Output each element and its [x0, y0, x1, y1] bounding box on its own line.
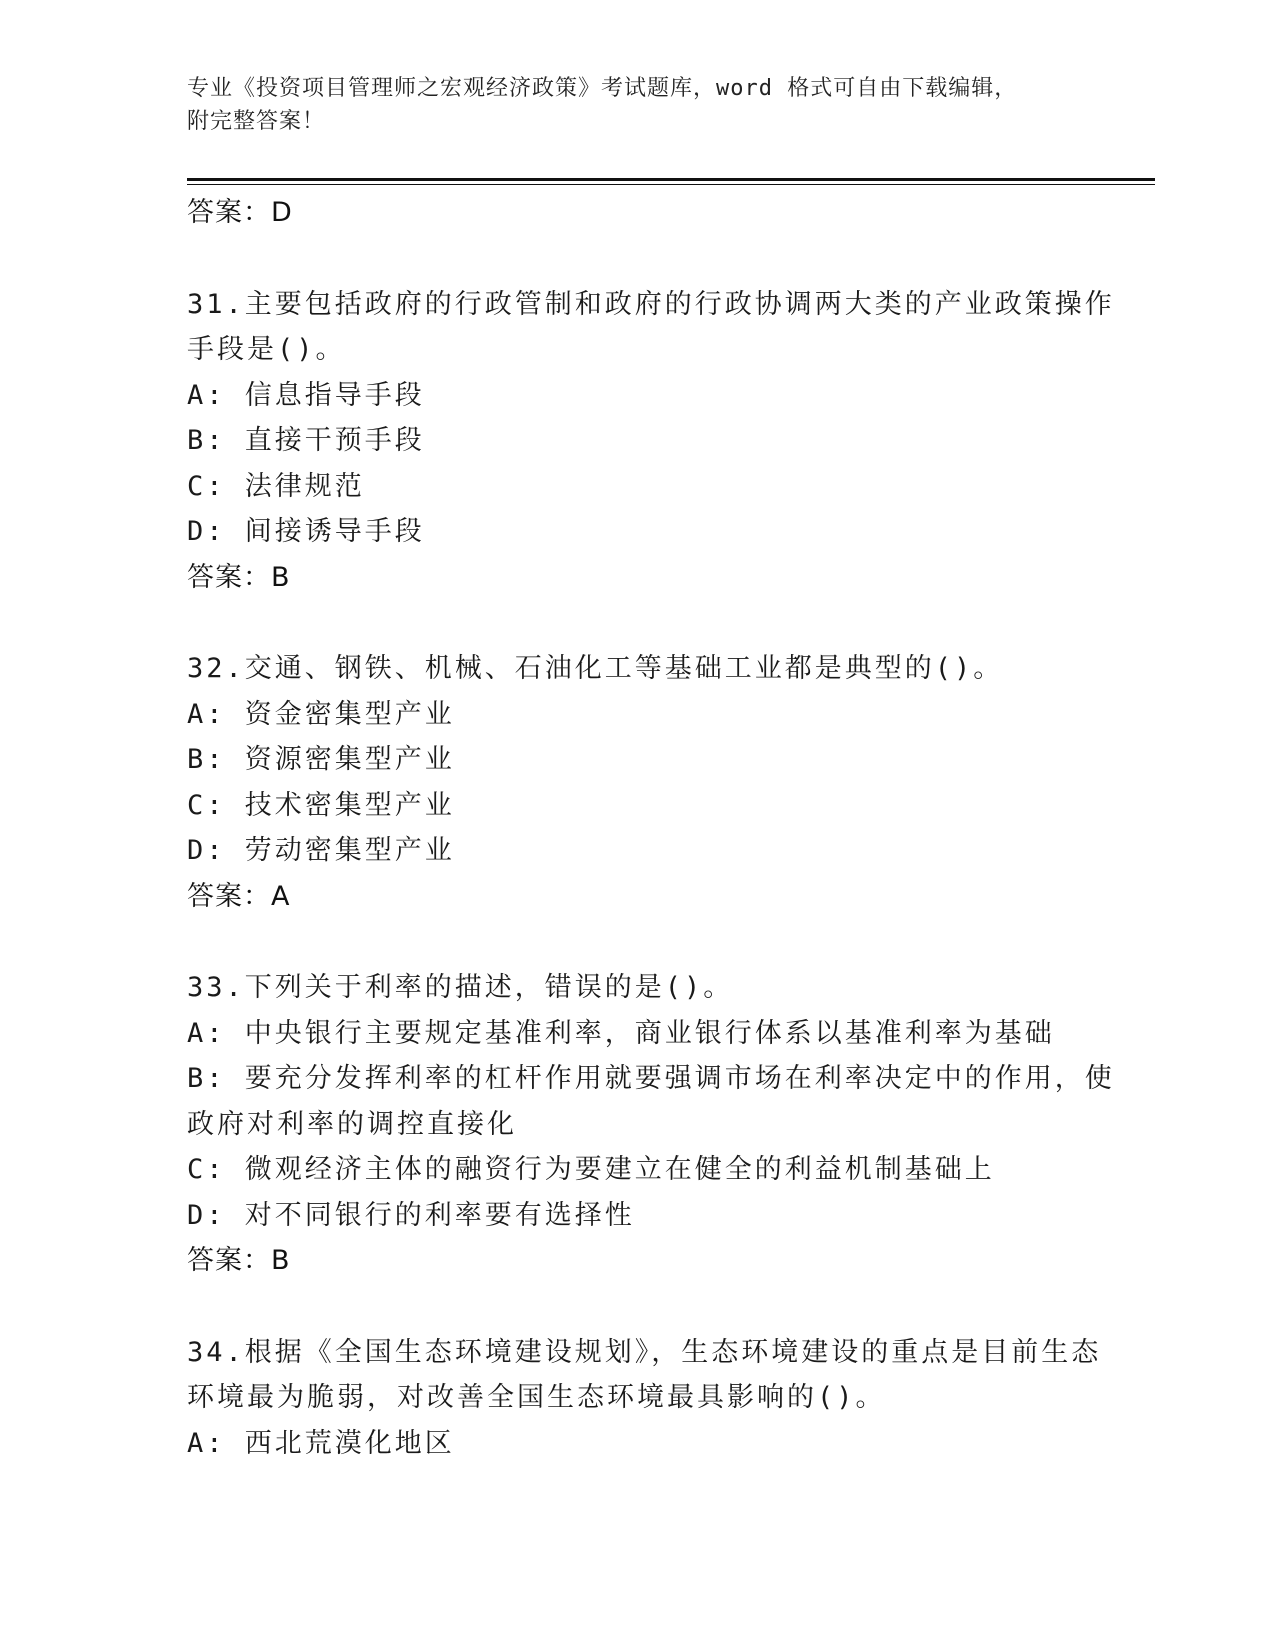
option-c: C: 微观经济主体的融资行为要建立在健全的利益机制基础上 [187, 1154, 995, 1185]
answer-line: 答案：B [187, 1245, 291, 1276]
option-b: B: 资源密集型产业 [187, 744, 455, 775]
question-stem-line: 31.主要包括政府的行政管制和政府的行政协调两大类的产业政策操作 [187, 288, 1115, 320]
answer-line: 答案：A [187, 880, 291, 912]
spacer [187, 919, 1087, 965]
option-a: A: 西北荒漠化地区 [187, 1427, 455, 1459]
option-b: B: 直接干预手段 [187, 425, 425, 456]
question-stem-line: 环境最为脆弱，对改善全国生态环境最具影响的()。 [187, 1382, 886, 1413]
option-b: B: 要充分发挥利率的杠杆作用就要强调市场在利率决定中的作用，使 [187, 1063, 1115, 1094]
option-a: A: 资金密集型产业 [187, 698, 455, 730]
option-d: D: 间接诱导手段 [187, 516, 425, 547]
header-line-2: 附完整答案！ [187, 109, 326, 134]
option-c: C: 技术密集型产业 [187, 789, 455, 821]
option-d: D: 对不同银行的利率要有选择性 [187, 1199, 635, 1231]
question-stem-line: 手段是()。 [187, 334, 346, 365]
question-stem-line: 32.交通、钢铁、机械、石油化工等基础工业都是典型的()。 [187, 653, 1004, 684]
header-line-1: 专业《投资项目管理师之宏观经济政策》考试题库，word 格式可自由下载编辑， [187, 76, 1018, 101]
option-b-continued: 政府对利率的调控直接化 [187, 1108, 517, 1140]
document-header [187, 72, 1087, 138]
answer-line: 答案：B [187, 561, 291, 593]
answer-line: 答案：D [187, 197, 293, 228]
option-d: D: 劳动密集型产业 [187, 835, 455, 866]
header-rule-thin [187, 184, 1155, 185]
question-block [187, 1330, 1102, 1467]
question-block [187, 965, 1115, 1284]
question-block [187, 646, 1087, 919]
header-rule-thick [187, 178, 1155, 181]
question-block [187, 282, 1115, 601]
option-a: A: 中央银行主要规定基准利率，商业银行体系以基准利率为基础 [187, 1017, 1055, 1049]
spacer [187, 1284, 1087, 1330]
option-a: A: 信息指导手段 [187, 379, 425, 411]
spacer [187, 236, 1087, 282]
question-stem-line: 33.下列关于利率的描述，错误的是()。 [187, 972, 734, 1003]
option-c: C: 法律规范 [187, 470, 365, 502]
question-list [187, 190, 1115, 1466]
question-stem-line: 34.根据《全国生态环境建设规划》，生态环境建设的重点是目前生态 [187, 1336, 1102, 1368]
spacer [187, 600, 1087, 646]
